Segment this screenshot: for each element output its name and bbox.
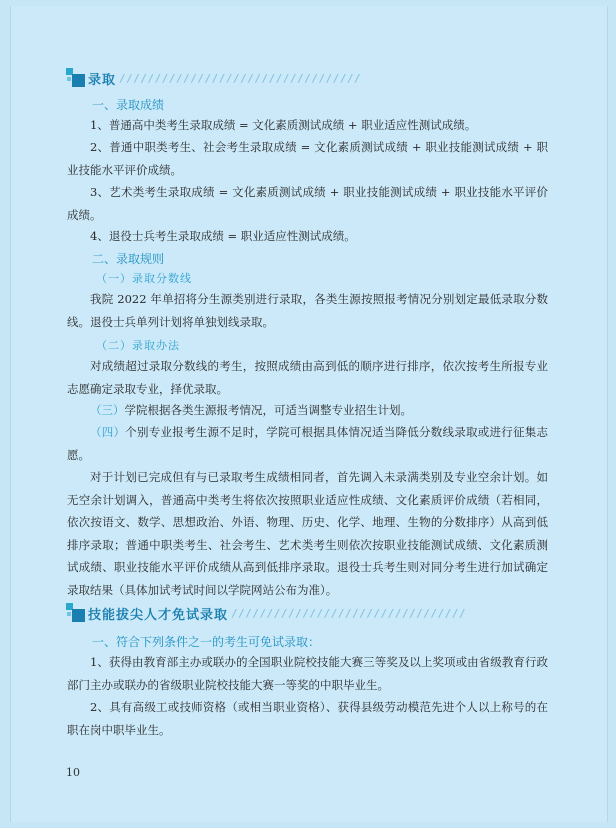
- section-divider: /////////////////////////////////: [231, 606, 467, 620]
- subheading-cutoff: （一）录取分数线: [96, 272, 192, 285]
- rule-3-prefix: （三）: [90, 403, 125, 417]
- method-text: 对成绩超过录取分数线的考生，按照成绩由高到低的顺序进行排序，依次按考生所报专业志愿确定录取专业，择优录取。: [67, 359, 548, 396]
- heading-admission-score: 一、录取成绩: [92, 98, 165, 112]
- section-square-icon: [66, 603, 86, 623]
- exempt-item-2: 2、具有高级工或技师资格（或相当职业资格）、获得县级劳动模范先进个人以上称号的在职在岗中职毕业生。: [67, 700, 548, 737]
- section-header-admission: [66, 68, 361, 88]
- score-item-1: 1、普通高中类考生录取成绩 = 文化素质测试成绩 + 职业适应性测试成绩。: [90, 118, 477, 132]
- rule-4: [67, 421, 548, 466]
- heading-admission-rules: 二、录取规则: [92, 252, 165, 266]
- exempt-item-1: 1、获得由教育部主办或联办的全国职业院校技能大赛三等奖及以上奖项或由省级教育行政部门主办或联办的省级职业院校技能大赛一等奖的中职毕业生。: [67, 655, 548, 692]
- score-item-4: 4、退役士兵考生录取成绩 = 职业适应性测试成绩。: [90, 229, 356, 243]
- score-item-2: 2、普通中职类考生、社会考生录取成绩 = 文化素质测试成绩 + 职业技能测试成绩 + 职业技能水平评价成绩。: [67, 140, 548, 177]
- score-item-3: 3、艺术类考生录取成绩 = 文化素质测试成绩 + 职业技能测试成绩 + 职业技能水平评价成绩。: [67, 185, 548, 222]
- section-square-icon: [66, 68, 86, 88]
- cutoff-text: 我院 2022 年单招将分生源类别进行录取，各类生源按照报考情况分别划定最低录取分数线。退役士兵单列计划将单独划线录取。: [67, 292, 548, 329]
- tie-break-text: 对于计划已完成但有与已录取考生成绩相同者，首先调入未录满类别及专业空余计划。如无空余计划调入，普通高中类考生将依次按照职业适应性成绩、文化素质评价成绩（若相同，依次按语文、数学、思想政治、外语、物理、历史、化学、地理、生物的分数排序）从高到低排序录取；普通中职类考生、社会考生、艺术类考生则依次按职业技能测试成绩、文化素质测试成绩、职业技能水平评价成绩从高到低排序录取。退役士兵考生则对同分考生进行加试确定录取结果（具体加试考试时间以学院网站公布为准）。: [67, 470, 548, 597]
- rule-4-prefix: （四）: [90, 425, 126, 439]
- page-number: 10: [66, 766, 80, 779]
- section-header-exempt: [66, 603, 466, 623]
- rule-3-text: 学院根据各类生源报考情况，可适当调整专业招生计划。: [124, 403, 412, 417]
- heading-exempt-conditions: 一、符合下列条件之一的考生可免试录取：: [92, 635, 321, 649]
- subheading-method: （二）录取办法: [96, 339, 180, 352]
- section-title: 录取: [88, 72, 117, 88]
- rule-4-text: 个别专业报考生源不足时，学院可根据具体情况适当降低分数线录取或进行征集志愿。: [67, 425, 548, 462]
- section-divider: //////////////////////////////////: [119, 71, 362, 85]
- rule-3: [67, 399, 548, 422]
- section-title: 技能拔尖人才免试录取: [88, 607, 229, 623]
